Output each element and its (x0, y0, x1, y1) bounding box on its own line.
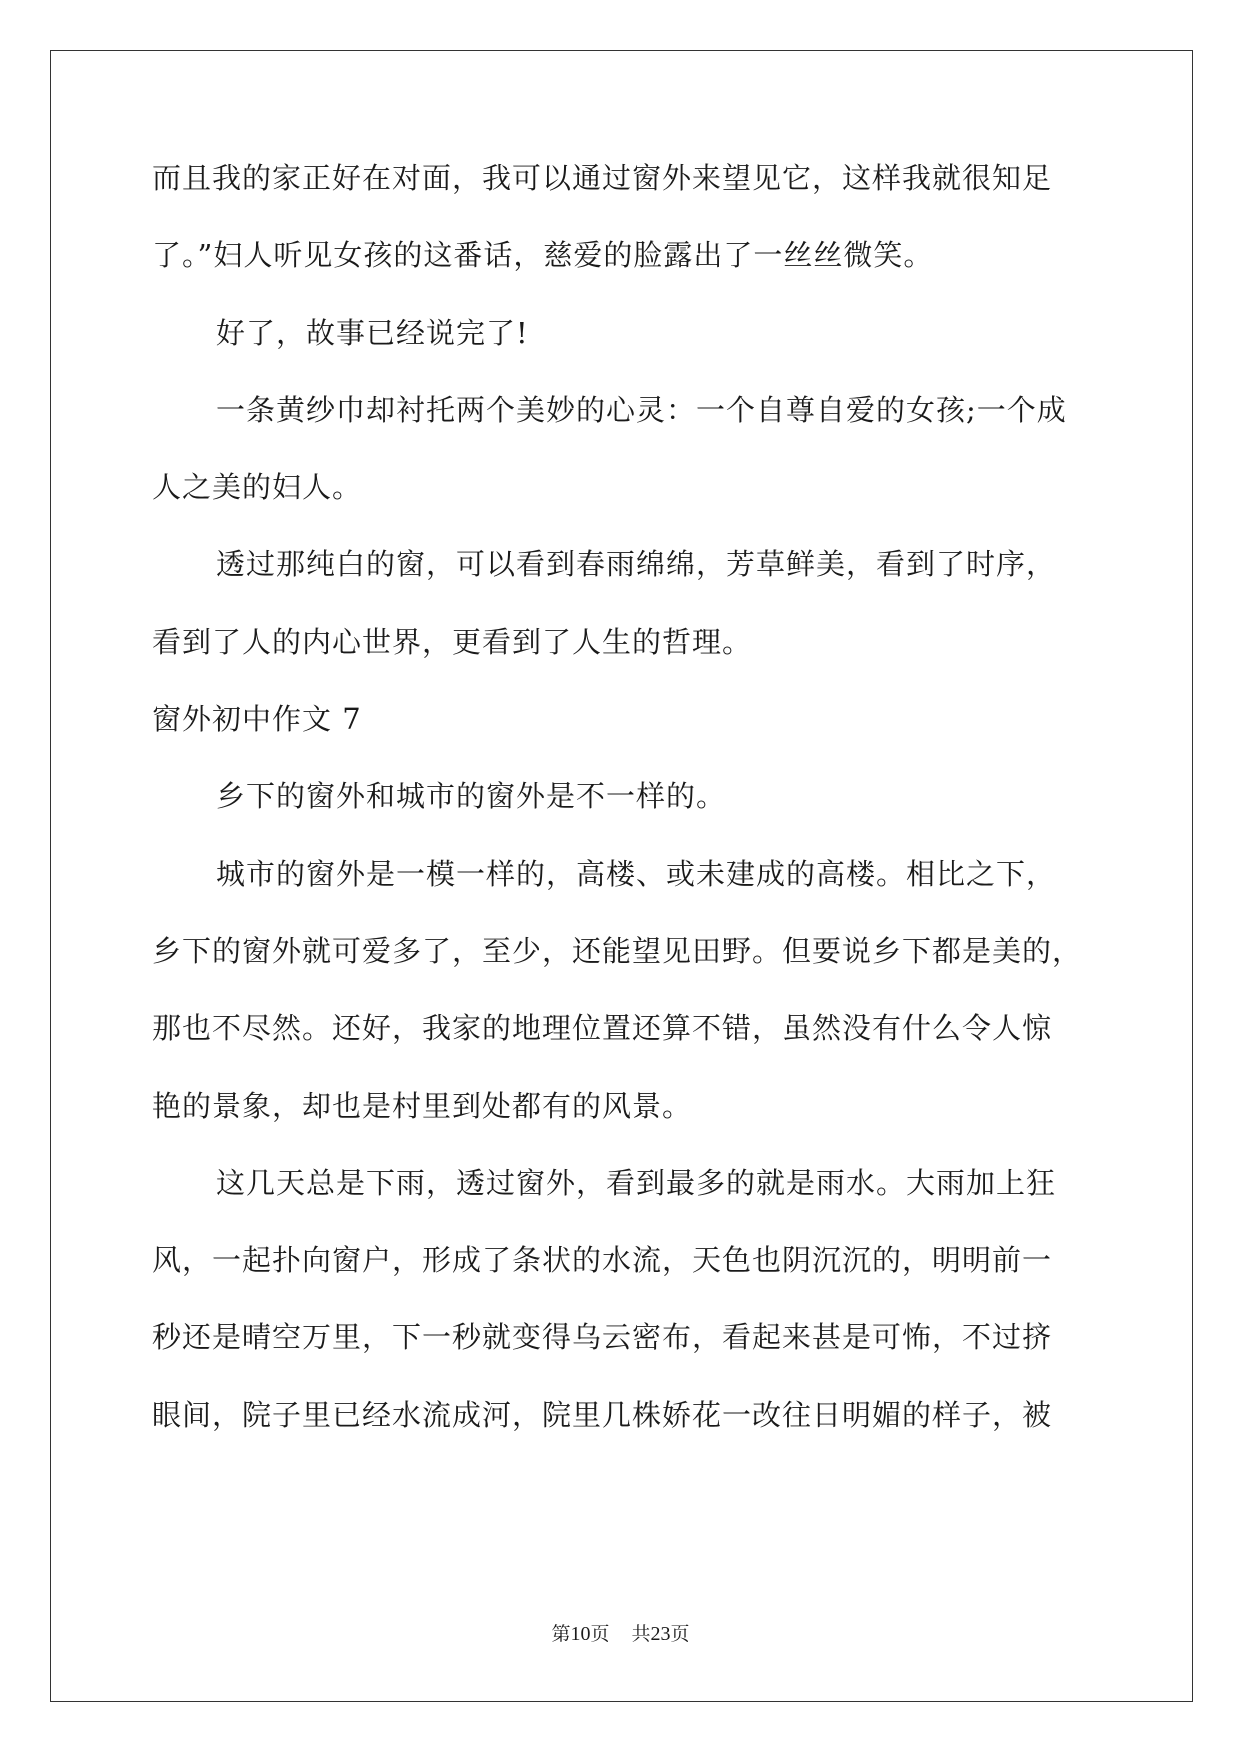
total-page-count: 23 (650, 1623, 671, 1645)
text-line: 眼间，院子里已经水流成河，院里几株娇花一改往日明媚的样子，被 (152, 1397, 1053, 1432)
current-page-number: 10 (570, 1623, 591, 1645)
footer-page-unit: 页 (590, 1623, 610, 1645)
text-line: 那也不尽然。还好，我家的地理位置还算不错，虽然没有什么令人惊 (152, 1011, 1053, 1046)
paragraph-start: 一条黄纱巾却衬托两个美妙的心灵：一个自尊自爱的女孩;一个成 (216, 392, 1067, 427)
text-line: 而且我的家正好在对面，我可以通过窗外来望见它，这样我就很知足 (152, 161, 1053, 195)
paragraph-start: 城市的窗外是一模一样的，高楼、或未建成的高楼。相比之下， (216, 856, 1057, 891)
footer-total-prefix: 共 (631, 1623, 651, 1645)
text-line: 看到了人的内心世界，更看到了人生的哲理。 (152, 624, 753, 659)
footer-prefix: 第 (551, 1623, 571, 1645)
text-line: 了。”妇人听见女孩的这番话，慈爱的脸露出了一丝丝微笑。 (152, 238, 934, 273)
paragraph-start: 乡下的窗外和城市的窗外是不一样的。 (216, 779, 727, 814)
text-line: 艳的景象，却也是村里到处都有的风景。 (152, 1088, 693, 1123)
document-body (152, 160, 1092, 1474)
text-line: 人之美的妇人。 (152, 470, 363, 505)
text-line: 秒还是晴空万里，下一秒就变得乌云密布，看起来甚是可怖，不过挤 (152, 1320, 1053, 1355)
paragraph-start: 透过那纯白的窗，可以看到春雨绵绵，芳草鲜美，看到了时序， (216, 547, 1057, 582)
text-line: 风，一起扑向窗户，形成了条状的水流，天色也阴沉沉的，明明前一 (152, 1243, 1053, 1278)
paragraph-start: 好了，故事已经说完了! (216, 315, 529, 350)
section-heading: 窗外初中作文 7 (152, 702, 362, 737)
footer-suffix: 页 (670, 1623, 690, 1645)
paragraph-start: 这几天总是下雨，透过窗外，看到最多的就是雨水。大雨加上狂 (216, 1165, 1057, 1200)
text-line: 乡下的窗外就可爱多了，至少，还能望见田野。但要说乡下都是美的， (152, 933, 1083, 968)
page-footer (0, 1622, 1241, 1646)
